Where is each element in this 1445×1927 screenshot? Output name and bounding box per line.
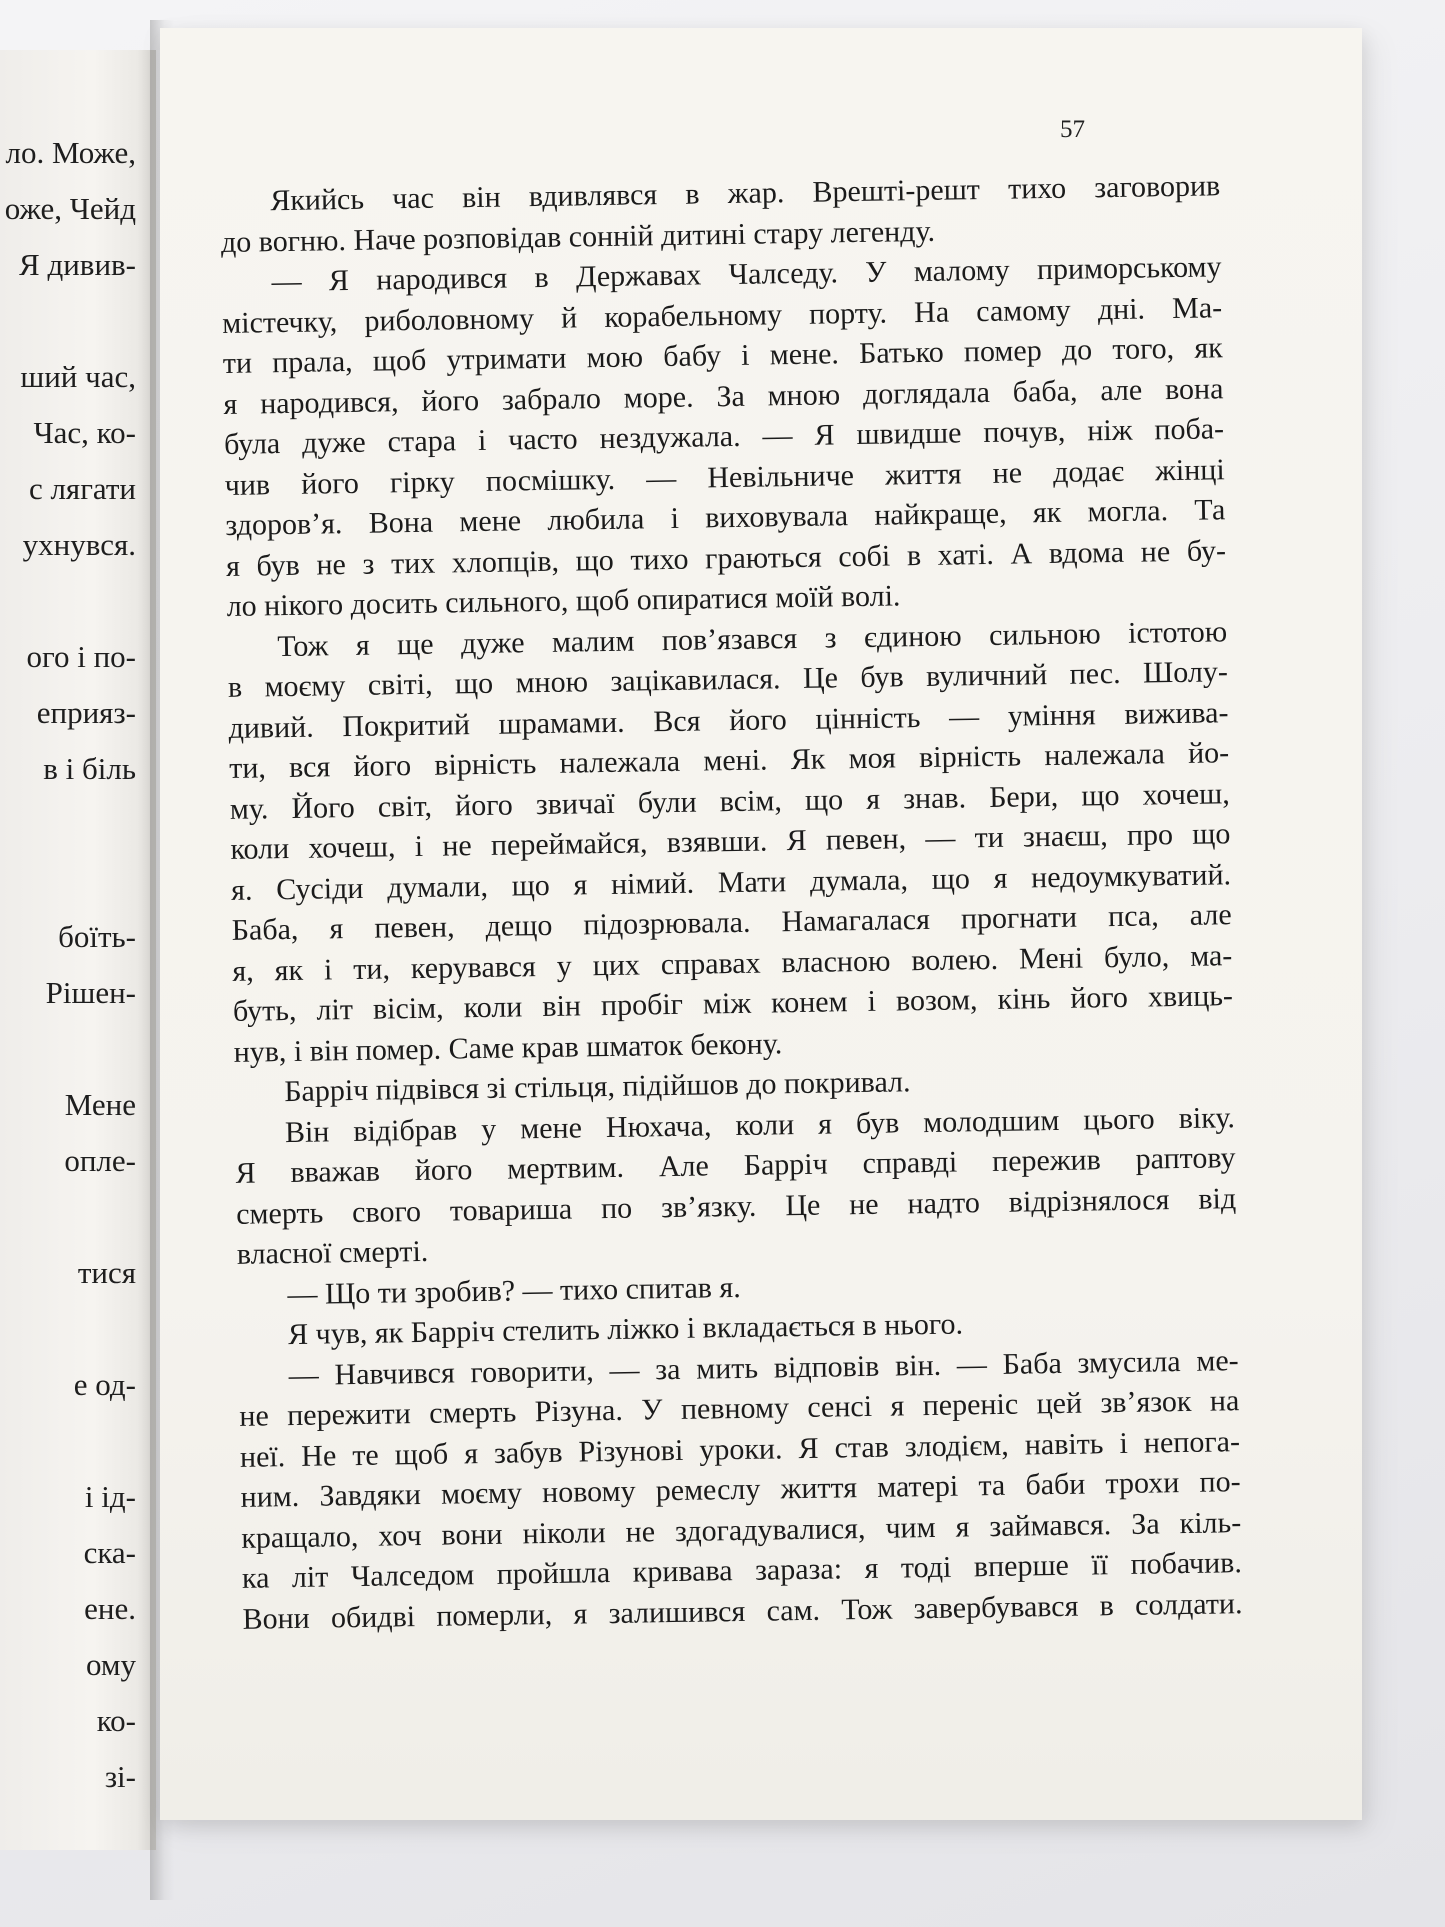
text-line: Я дивив- (19, 247, 136, 282)
text-line: Я чув, як Барріч стелить ліжко і вкладається в нього. (287, 1307, 964, 1352)
text-line: Барріч підвівся зі стільця, підійшов до покривал. (284, 1065, 911, 1109)
text-line: ого і по- (26, 639, 136, 674)
text-line: в і біль (43, 751, 136, 786)
text-line: я народився, його забрало море. За мною доглядала баба, але вона (223, 371, 1224, 421)
text-line: ка літ Чалседом пройшла кривава зараза: я тоді вперше її побачив. (241, 1546, 1243, 1595)
text-line: я. Сусіди думали, що я німий. Мати думала, що я недоумкуватий. (230, 857, 1232, 907)
line-gap (5, 1189, 136, 1245)
right-page (160, 28, 1362, 1820)
text-line: ло нікого досить сильного, щоб опиратися моїй волі. (226, 579, 901, 623)
text-line: боїть- (58, 919, 136, 954)
text-line: і ід- (84, 1479, 136, 1514)
text-line: ти, вся його вірність належала мені. Як моя вірність належала йо- (228, 736, 1230, 785)
line-gap (5, 797, 136, 909)
text-line: кращало, хоч вони ніколи не здогадувалися, чим я займався. За кіль- (241, 1505, 1242, 1555)
text-line: здоров’я. Вона мене любила і виховувала найкраще, як могла. Та (225, 493, 1226, 542)
line-gap (5, 1413, 136, 1469)
line-gap (5, 1301, 136, 1357)
text-line: ене. (84, 1591, 136, 1626)
text-line: оже, Чейд (4, 191, 136, 226)
text-line: еприяз- (36, 695, 136, 730)
page-number: 57 (1060, 116, 1085, 143)
text-line: му. Його світ, його звичаї були всім, що я знав. Бери, що хочеш, (229, 776, 1230, 826)
text-line: Мене (64, 1087, 136, 1122)
text-line: — Що ти зробив? — тихо спитав я. (287, 1270, 741, 1311)
text-line: ухнувся. (22, 527, 136, 562)
text-line: е од- (73, 1367, 136, 1402)
text-line: Час, ко- (33, 415, 136, 450)
page-body-text (220, 166, 1243, 1640)
text-line: нув, і він помер. Саме крав шматок бекону. (233, 1026, 783, 1069)
text-line: ти прала, щоб утримати мою бабу і мене. Батько помер до того, як (222, 331, 1223, 380)
text-line: Я вважав його мертвим. Але Барріч справді пережив раптову (235, 1141, 1236, 1190)
line-gap (5, 293, 136, 349)
text-line: ска- (83, 1535, 136, 1570)
text-line: я, як і ти, керувався у цих справах власною волею. Мені було, ма- (232, 938, 1233, 988)
text-line: Якийсь час він вдивлявся в жар. Врешті-решт тихо заговорив (270, 169, 1221, 218)
text-line: я був не з тих хлопців, що тихо граються собі в хаті. А вдома не бу- (225, 533, 1227, 583)
text-line: до вогню. Наче розповідав сонній дитині стару легенду. (220, 214, 936, 259)
text-line: опле- (64, 1143, 136, 1178)
left-page-text (5, 125, 136, 1805)
text-line: ому (85, 1647, 136, 1682)
text-line: — Навчився говорити, — за мить відповів він. — Баба змусила ме- (288, 1343, 1239, 1392)
text-line: ший час, (20, 359, 136, 394)
text-line: коли хочеш, і не переймайся, взявши. Я певен, — ти знаєш, про що (230, 817, 1231, 866)
text-line: ко- (96, 1703, 136, 1738)
text-line: в моєму світі, що мною зацікавилася. Це був вуличний пес. Шолу- (227, 655, 1229, 704)
text-line: ло. Може, (5, 135, 136, 170)
text-line: Вони обидві померли, я залишився сам. Тож завербувався в солдати. (242, 1586, 1243, 1636)
text-line: Баба, я певен, дещо підозрювала. Намагалася прогнати пса, але (231, 898, 1232, 947)
line-gap (5, 1021, 136, 1077)
text-line: буть, літ вісім, коли він пробіг між конем і возом, кінь його хвиць- (232, 979, 1234, 1028)
text-line: Він відібрав у мене Нюхача, коли я був молодшим цього віку. (284, 1100, 1236, 1149)
text-line: с лягати (28, 471, 136, 506)
text-line: Рішен- (45, 975, 136, 1010)
text-line: власної смерті. (236, 1234, 429, 1271)
text-line: не пережити смерть Різуна. У певному сенсі я переніс цей зв’язок на (239, 1384, 1240, 1433)
text-line: смерть свого товариша по зв’язку. Це не надто відрізнялося від (235, 1181, 1237, 1231)
text-line: тися (77, 1255, 136, 1290)
text-line: чив його гірку посмішку. — Невільниче життя не додає жінці (224, 452, 1225, 502)
text-line: Тож я ще дуже малим пов’язався з єдиною сильною істотою (277, 614, 1228, 663)
text-line: була дуже стара і часто нездужала. — Я швидше почув, ніж поба- (223, 412, 1225, 461)
left-page (0, 50, 156, 1850)
text-line: — Я народився в Державах Чалседу. У малому приморському (271, 250, 1222, 299)
text-line: містечку, риболовному й корабельному порту. На самому дні. Ма- (221, 290, 1223, 340)
text-line: зі- (104, 1759, 136, 1794)
text-line: ним. Завдяки моєму новому ремеслу життя матері та баби трохи по- (240, 1465, 1241, 1514)
text-line: неї. Не те щоб я забув Різунові уроки. Я став злодієм, навіть і непога- (239, 1424, 1241, 1474)
text-line: дивий. Покритий шрамами. Вся його цінність — уміння вижива- (228, 695, 1229, 745)
line-gap (5, 573, 136, 629)
